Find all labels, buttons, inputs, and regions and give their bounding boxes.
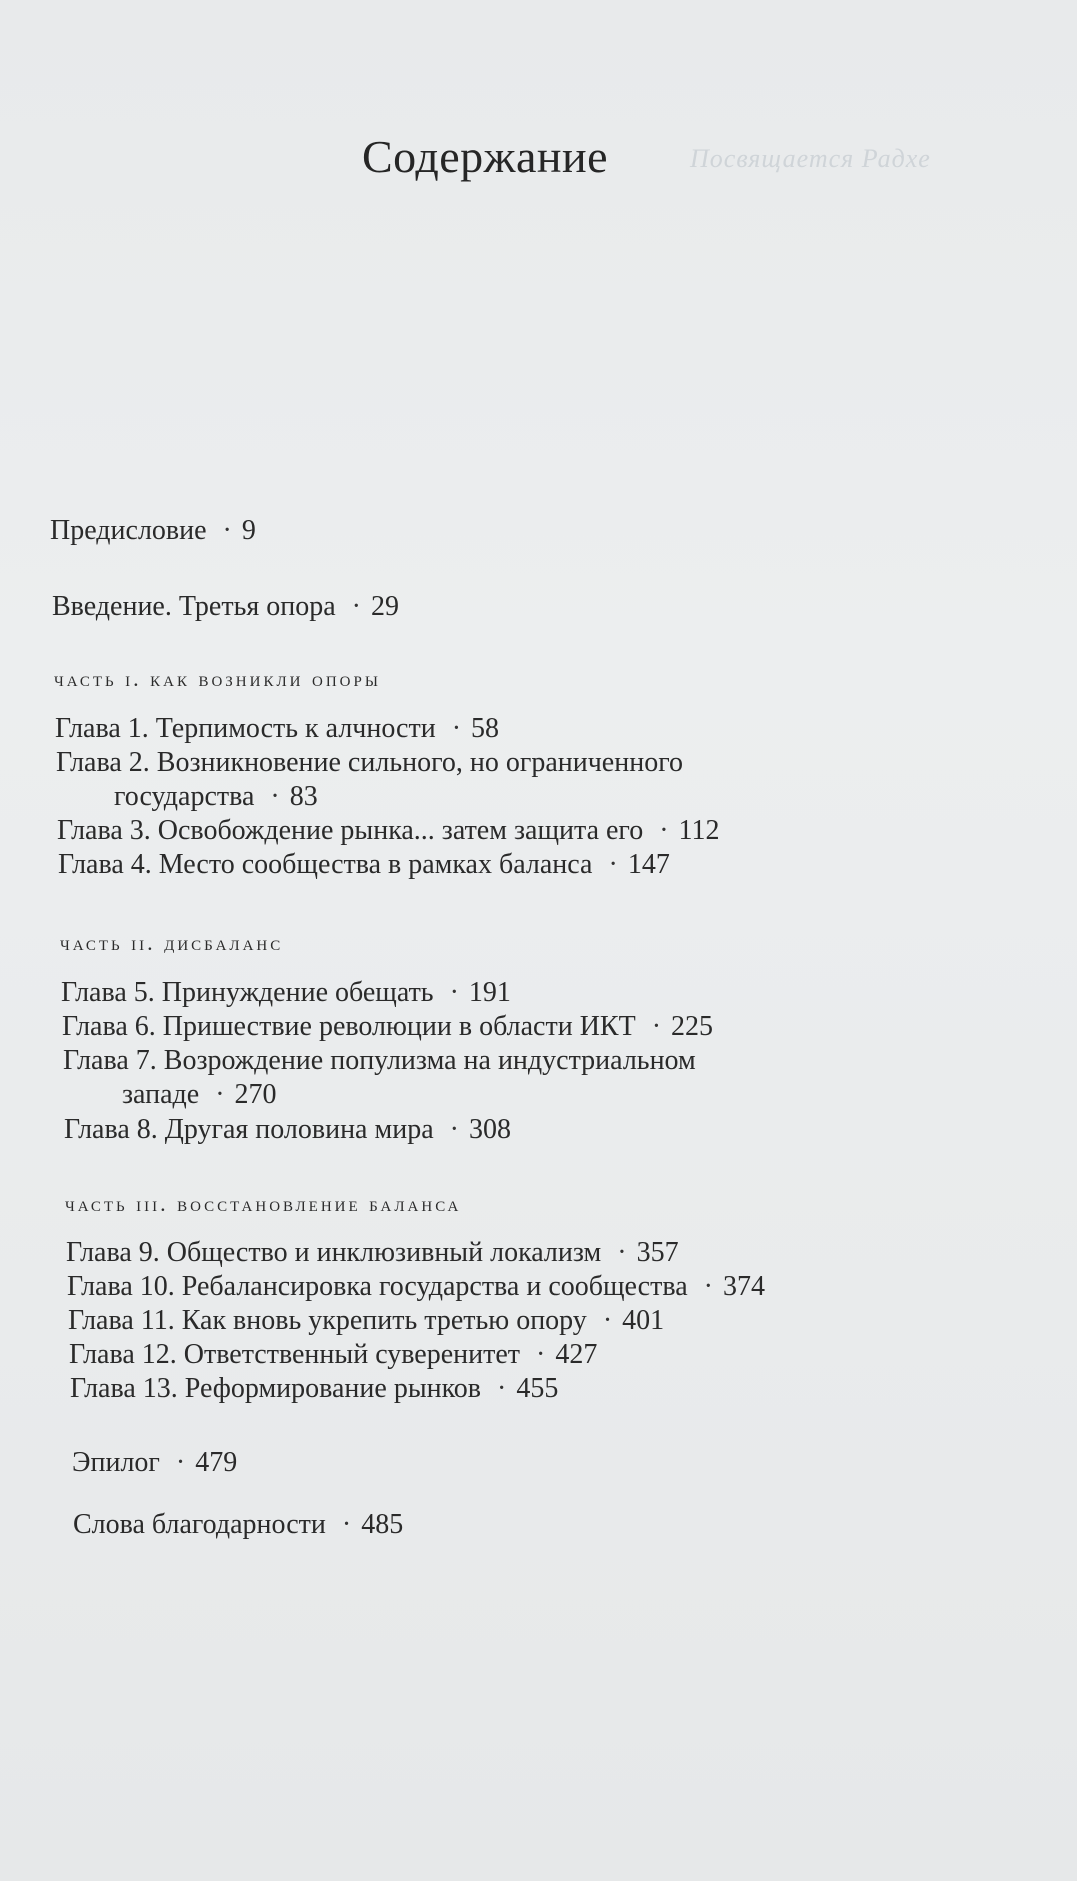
separator-dot: · — [270, 781, 280, 812]
page-number: 427 — [555, 1339, 598, 1370]
entry-label: Глава 12. Ответственный суверенитет — [69, 1339, 521, 1370]
page-number: 191 — [468, 977, 511, 1008]
page-number: 29 — [370, 591, 399, 622]
page-number: 401 — [622, 1305, 665, 1336]
entry-label: Глава 1. Терпимость к алчности — [55, 713, 436, 744]
page-number: 270 — [234, 1079, 277, 1110]
toc-entry-chapter-9[interactable] — [66, 1236, 679, 1270]
toc-entry-chapter-2-continuation[interactable] — [114, 780, 318, 814]
part-heading-2: часть ii. дисбаланс — [60, 930, 284, 955]
toc-entry-chapter-11[interactable] — [68, 1304, 664, 1338]
toc-entry-chapter-7[interactable] — [63, 1044, 696, 1078]
entry-label-continuation: государства — [114, 781, 255, 812]
toc-entry-chapter-1[interactable] — [55, 712, 499, 746]
entry-label: Глава 9. Общество и инклюзивный локализм — [66, 1237, 602, 1268]
separator-dot: · — [497, 1373, 507, 1404]
entry-label-continuation: западе — [122, 1079, 200, 1110]
separator-dot: · — [608, 849, 618, 880]
page-number: 357 — [636, 1237, 679, 1268]
page-number: 308 — [468, 1114, 511, 1145]
entry-label: Эпилог — [72, 1447, 160, 1478]
separator-dot: · — [617, 1237, 627, 1268]
entry-label: Глава 10. Ребалансировка государства и сообщества — [67, 1271, 688, 1302]
separator-dot: · — [351, 591, 361, 622]
separator-dot: · — [215, 1079, 225, 1110]
toc-entry-chapter-13[interactable] — [70, 1372, 558, 1406]
entry-label: Глава 8. Другая половина мира — [64, 1114, 434, 1145]
entry-label: Глава 5. Принуждение обещать — [61, 977, 434, 1008]
page-number: 112 — [678, 815, 720, 846]
separator-dot: · — [703, 1271, 713, 1302]
entry-label: Глава 4. Место сообщества в рамках баланса — [58, 849, 593, 880]
separator-dot: · — [175, 1447, 186, 1478]
part-heading-3: часть iii. восстановление баланса — [65, 1191, 462, 1216]
entry-label: Глава 13. Реформирование рынков — [70, 1373, 482, 1404]
toc-entry-chapter-6[interactable] — [62, 1010, 713, 1044]
page-number: 9 — [241, 515, 256, 546]
entry-label: Глава 2. Возникновение сильного, но ограниченного — [56, 747, 683, 778]
entry-label: Глава 6. Пришествие революции в области ИКТ — [62, 1011, 636, 1042]
page-number: 58 — [471, 713, 500, 744]
separator-dot: · — [222, 515, 232, 546]
separator-dot: · — [536, 1339, 546, 1370]
toc-entry-chapter-5[interactable] — [61, 976, 511, 1010]
toc-entry-acknowledgements[interactable] — [73, 1508, 403, 1542]
toc-entry-chapter-7-continuation[interactable] — [122, 1078, 277, 1112]
toc-entry-chapter-2[interactable] — [56, 746, 683, 780]
toc-entry-preface[interactable] — [50, 514, 256, 548]
separator-dot: · — [651, 1011, 662, 1042]
separator-dot: · — [659, 815, 669, 846]
page-number: 147 — [627, 849, 670, 880]
bleed-through-text: Посвящается Радхе — [690, 144, 931, 173]
page-number: 485 — [361, 1509, 404, 1540]
toc-entry-chapter-8[interactable] — [64, 1113, 511, 1147]
page-title: Содержание — [361, 131, 609, 182]
entry-label: Введение. Третья опора — [52, 591, 336, 622]
toc-entry-introduction[interactable] — [52, 590, 399, 624]
page-number: 83 — [289, 781, 318, 812]
entry-label: Глава 3. Освобождение рынка... затем защита его — [57, 815, 644, 846]
part-heading-1: часть i. как возникли опоры — [54, 666, 381, 691]
toc-entry-chapter-3[interactable] — [57, 814, 720, 848]
page-number: 225 — [671, 1011, 714, 1042]
page-number: 455 — [516, 1373, 559, 1404]
entry-label: Глава 7. Возрождение популизма на индустриальном — [63, 1045, 696, 1076]
page-number: 479 — [195, 1447, 238, 1478]
separator-dot: · — [451, 713, 462, 744]
separator-dot: · — [449, 977, 459, 1008]
toc-entry-epilogue[interactable] — [72, 1446, 237, 1480]
page-number: 374 — [722, 1271, 765, 1302]
toc-entry-chapter-4[interactable] — [58, 848, 670, 882]
entry-label: Глава 11. Как вновь укрепить третью опору — [68, 1305, 587, 1336]
separator-dot: · — [602, 1305, 613, 1336]
toc-entry-chapter-12[interactable] — [69, 1338, 597, 1372]
toc-entry-chapter-10[interactable] — [67, 1270, 765, 1304]
separator-dot: · — [449, 1114, 459, 1145]
entry-label: Слова благодарности — [73, 1509, 326, 1540]
entry-label: Предисловие — [50, 515, 207, 546]
separator-dot: · — [341, 1509, 352, 1540]
